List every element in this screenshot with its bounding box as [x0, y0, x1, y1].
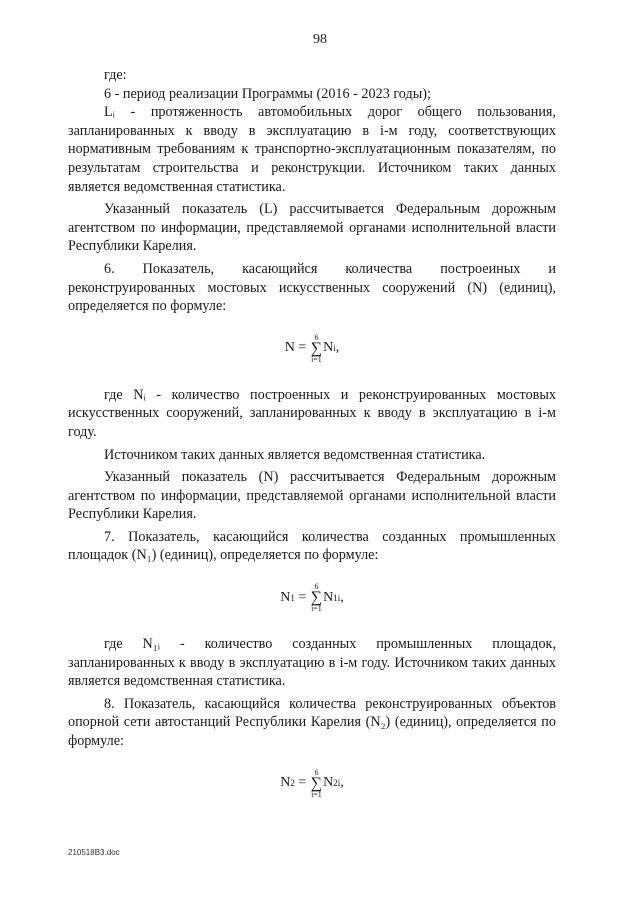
sum-lower-limit: i=1 — [311, 789, 322, 799]
formula-tail: , — [340, 775, 344, 791]
formula-term-sub: i — [333, 343, 336, 354]
formula-lhs: N — [280, 589, 291, 605]
formula-tail: , — [340, 589, 344, 605]
formula-lhs-sub: 1 — [290, 592, 295, 603]
sum-operator — [311, 334, 322, 364]
formula-n1 — [68, 569, 556, 627]
formula-tail: , — [335, 340, 340, 356]
document-body — [68, 66, 556, 821]
paragraph-indicator-6: 6. Показатель, касающийся количества построеиных и реконструированных мостовых искусственных сооружений (N) (единиц), определяется по формуле: — [68, 260, 556, 315]
formula-n2 — [68, 755, 556, 813]
formula-equals: = — [294, 340, 310, 356]
sum-lower-limit: i=1 — [311, 354, 322, 364]
formula-term-sub: 1i — [333, 592, 341, 603]
paragraph-indicator-8: 8. Показатель, касающийся количества реконструированных объектов опорной сети автостанций Республики Карелия (N₂) (единиц), определяется по формуле: — [68, 695, 556, 750]
sigma-icon: ∑ — [310, 589, 323, 607]
sigma-icon: ∑ — [310, 774, 323, 792]
formula-n — [68, 320, 556, 378]
formula-term: N — [323, 775, 334, 791]
formula-equals: = — [294, 589, 310, 605]
sum-operator — [311, 769, 322, 799]
formula-term: N — [323, 340, 334, 356]
page-number: 98 — [313, 32, 327, 47]
sigma-icon: ∑ — [310, 339, 323, 357]
paragraph-l-source: Указанный показатель (L) рассчитывается Федеральным дорожным агентством по информации, представляемой органами исполнительной власти Республики Карелия. — [68, 201, 556, 255]
formula-equals: = — [294, 775, 310, 791]
sum-lower-limit: i=1 — [311, 604, 322, 614]
paragraph-n-agency: Указанный показатель (N) рассчитывается Федеральным дорожным агентством по информации, представляемой органами исполнительной власти Республики Карелия. — [68, 469, 556, 523]
document-footer-filename: 210518B3.doc — [68, 848, 120, 857]
formula-lhs: N — [284, 340, 295, 356]
paragraph-li-definition: Lᵢ - протяженность автомобильных дорог общего пользования, запланированных к вводу в эксплуатацию в i-м году, соответствующих нормативным требованиям к транспортно-эксплуатационным показателям, по результатам строительства и реконструкции. Источником таких данных является ведомственная статистика. — [68, 104, 556, 195]
paragraph-ni-definition: где Nᵢ - количество построенных и реконструированных мостовых искусственных сооружений, запланированных к вводу в эксплуатацию в i-м году. — [68, 386, 556, 440]
sum-upper-limit: 6 — [314, 582, 319, 592]
formula-lhs: N — [280, 775, 291, 791]
formula-lhs-sub: 2 — [290, 778, 295, 789]
formula-term: N — [323, 589, 334, 605]
sum-upper-limit: 6 — [314, 767, 319, 777]
sum-upper-limit: 6 — [314, 332, 319, 342]
paragraph-n-source: Источником таких данных является ведомственная статистика. — [104, 446, 486, 463]
paragraph-indicator-7: 7. Показатель, касающийся количества созданных промышленных площадок (N₁) (единиц), определяется по формуле: — [68, 528, 556, 564]
formula-term-sub: 2i — [333, 778, 341, 789]
paragraph-where: где: — [104, 67, 127, 83]
paragraph-period: 6 - период реализации Программы (2016 - 2023 годы); — [104, 85, 431, 102]
sum-operator — [311, 583, 322, 613]
paragraph-n1i-definition: где N₁ᵢ - количество созданных промышленных площадок, запланированных к вводу в эксплуатацию в i-м году. Источником таких данных является ведомственная статистика. — [68, 636, 556, 690]
